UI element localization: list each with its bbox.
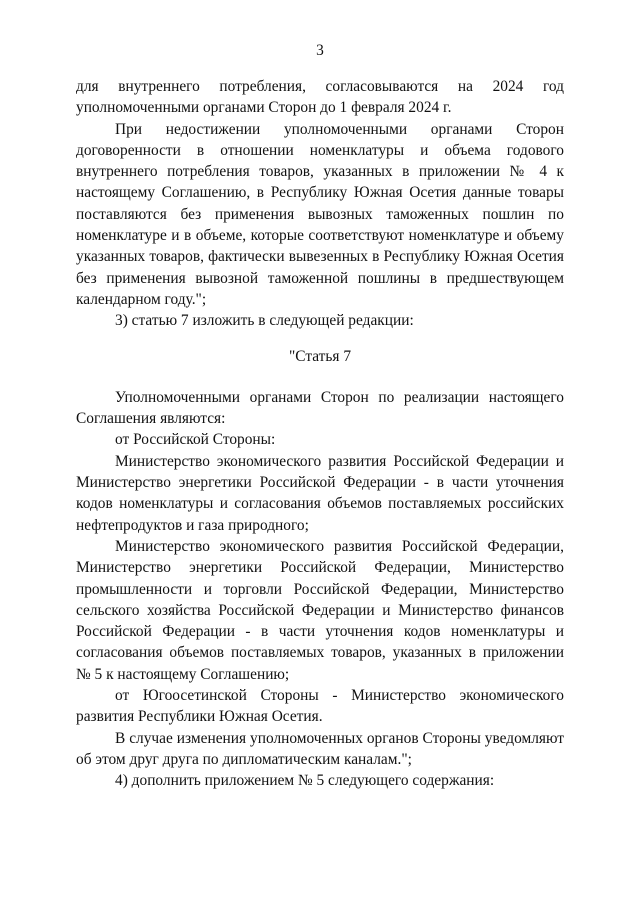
paragraph-nonagreement: При недостижении уполномоченными органами Сторон договоренности в отношении номенклатуры и объема годового внутреннего потребления товаров, указанных в приложении № 4 к настоящему Соглашению, в Республику Южная Осетия данные товары поставляются без применения вывозных таможенных пошлин по номенклатуре и в объеме, которые соответствуют номенклатуре и объему указанных товаров, фактически вывезенных в Республику Южная Осетия без применения вывозной таможенной пошлины в предшествующем календарном году.";: [76, 120, 564, 308]
paragraph-amendment-3: 3) статью 7 изложить в следующей редакции:: [115, 312, 414, 330]
paragraph-ministries-goods: Министерство экономического развития Российской Федерации, Министерство энергетики Российской Федерации, Министерство промышленности и торговли Российской Федерации, Министерство сельского хозяйства Российской Федерации и Министерство финансов Российской Федерации - в части уточнения кодов номенклатуры и согласования объемов поставляемых товаров, указанных в приложении № 5 к настоящему Соглашению;: [76, 537, 564, 683]
document-body: [76, 76, 564, 792]
paragraph-continuation: для внутреннего потребления, согласовываются на 2024 год уполномоченными органами Сторон до 1 февраля 2024 г.: [76, 78, 564, 117]
paragraph-ministries-energy: Министерство экономического развития Российской Федерации и Министерство энергетики Российской Федерации - в части уточнения кодов номенклатуры и согласования объемов поставляемых российских нефтепродуктов и газа природного;: [76, 452, 564, 534]
page-number: 3: [316, 42, 324, 59]
paragraph-russian-side: от Российской Стороны:: [115, 431, 276, 449]
paragraph-amendment-4: 4) дополнить приложением № 5 следующего содержания:: [115, 772, 495, 790]
paragraph-south-ossetian-side: от Югоосетинской Стороны - Министерство экономического развития Республики Южная Осетия.: [76, 687, 564, 726]
article-heading: "Статья 7: [288, 347, 352, 365]
paragraph-notification: В случае изменения уполномоченных органов Стороны уведомляют об этом друг друга по дипломатическим каналам.";: [76, 729, 564, 768]
paragraph-authorized-bodies: Уполномоченными органами Сторон по реализации настоящего Соглашения являются:: [76, 388, 564, 428]
